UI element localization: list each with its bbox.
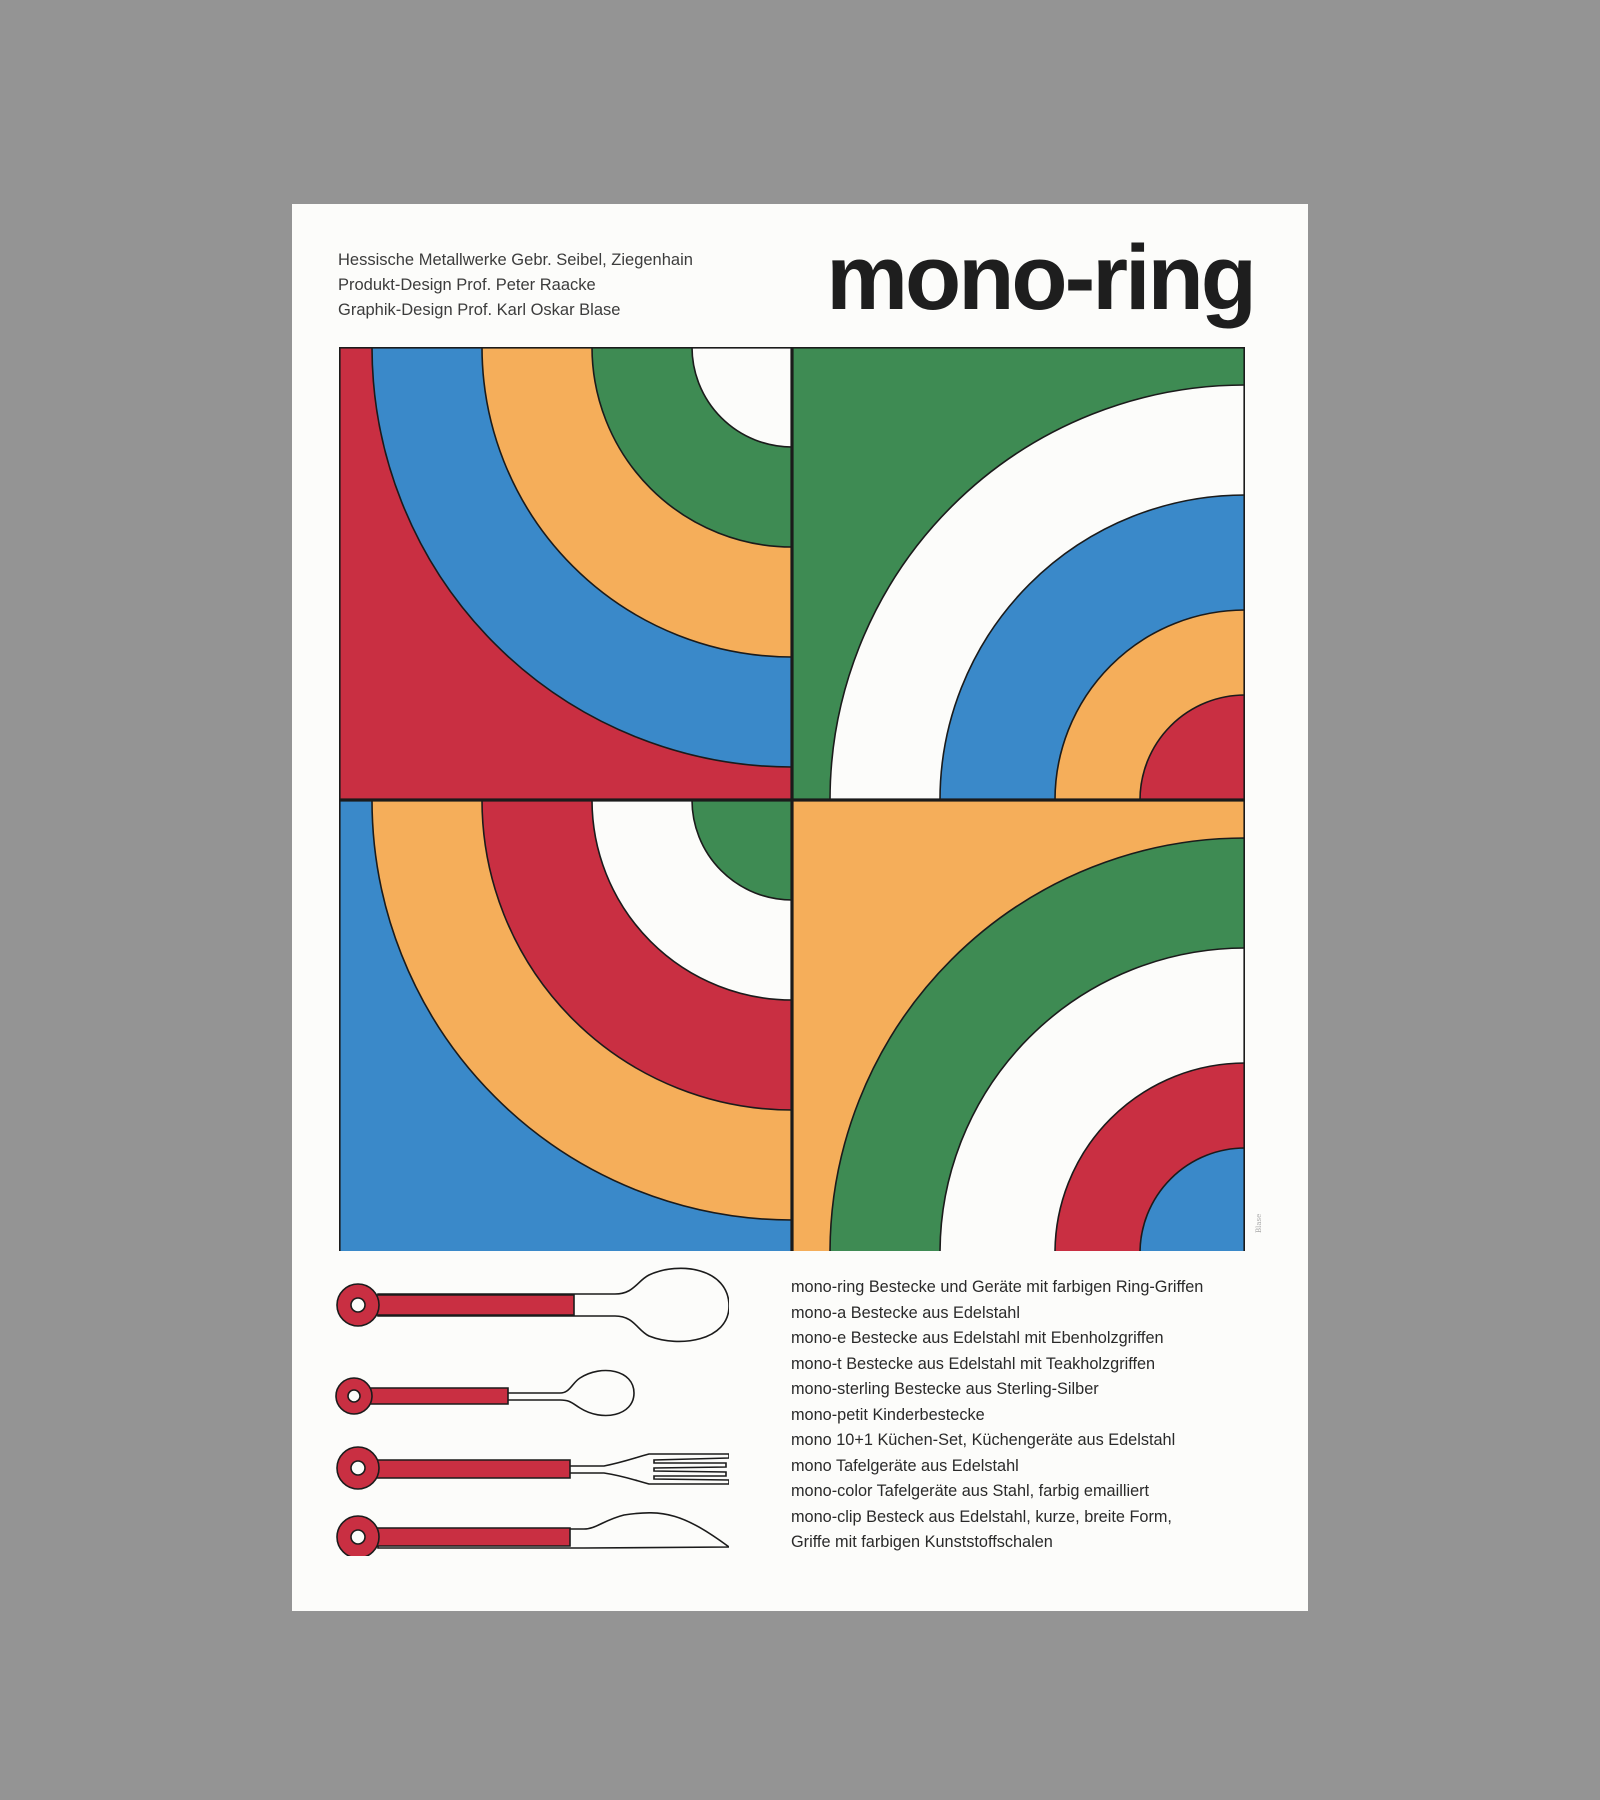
product-line: mono-t Bestecke aus Edelstahl mit Teakholzgriffen bbox=[791, 1354, 1156, 1373]
product-line: mono-color Tafelgeräte aus Stahl, farbig emailliert bbox=[791, 1482, 1150, 1500]
product-line: mono-ring Bestecke und Geräte mit farbigen Ring-Griffen bbox=[791, 1278, 1204, 1296]
credit-graphic-design: Graphik-Design Prof. Karl Oskar Blase bbox=[338, 301, 621, 319]
product-line: mono-clip Besteck aus Edelstahl, kurze, breite Form, bbox=[791, 1507, 1172, 1526]
credit-product-design: Produkt-Design Prof. Peter Raacke bbox=[338, 276, 596, 294]
quadrant-bottom-right bbox=[792, 800, 1249, 1251]
credit-manufacturer: Hessische Metallwerke Gebr. Seibel, Ziegenhain bbox=[338, 251, 693, 269]
product-line: mono Tafelgeräte aus Edelstahl bbox=[791, 1456, 1019, 1475]
product-line: mono-sterling Bestecke aus Sterling-Silber bbox=[791, 1380, 1099, 1398]
credits bbox=[338, 248, 693, 323]
ring-quadrants-artwork bbox=[339, 347, 1249, 1251]
product-line: mono 10+1 Küchen-Set, Küchengeräte aus Edelstahl bbox=[791, 1431, 1176, 1449]
product-line: Griffe mit farbigen Kunststoffschalen bbox=[791, 1533, 1053, 1551]
knife-icon bbox=[337, 1513, 729, 1556]
cutlery-illustration bbox=[334, 1266, 729, 1556]
teaspoon-icon bbox=[336, 1371, 634, 1416]
product-line: mono-petit Kinderbestecke bbox=[791, 1405, 985, 1424]
large-spoon-icon bbox=[337, 1268, 729, 1341]
fork-icon bbox=[337, 1447, 729, 1489]
poster bbox=[292, 204, 1308, 1611]
product-line: mono-e Bestecke aus Edelstahl mit Ebenholzgriffen bbox=[791, 1329, 1164, 1347]
product-line: mono-a Bestecke aus Edelstahl bbox=[791, 1303, 1020, 1322]
poster-title: mono-ring bbox=[826, 227, 1254, 329]
product-list bbox=[791, 1275, 1203, 1556]
artist-signature: Blase bbox=[1255, 1213, 1263, 1233]
